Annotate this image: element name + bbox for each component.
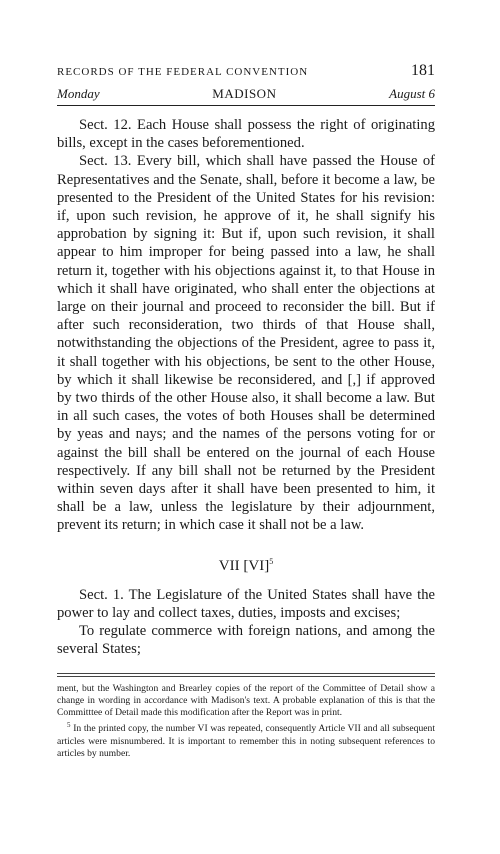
date-label: August 6 xyxy=(389,86,435,101)
footnote-marker: 5 xyxy=(269,556,274,566)
article-heading xyxy=(57,553,435,575)
speaker-label: MADISON xyxy=(212,86,277,101)
running-title: RECORDS OF THE FEDERAL CONVENTION xyxy=(57,66,309,78)
footnote-5 xyxy=(57,719,435,760)
day-label: Monday xyxy=(57,86,100,101)
footnote-continued: ment, but the Washington and Brearley copies of the report of the Committee of Detail show a change in wording in accordance with Madison's text. A probable explanation of this is that the Committtee of Detail made this modification after the Report was in print. xyxy=(57,682,435,719)
section-12-paragraph: Sect. 12. Each House shall possess the right of originating bills, except in the cases beforementioned. xyxy=(57,117,435,152)
body-text xyxy=(57,116,435,659)
footnote-5-text: In the printed copy, the number VI was repeated, consequently Article VII and all subsequent articles were misnumbered. It is important to remember this in noting subsequent references to articles by number. xyxy=(57,723,435,759)
subheader xyxy=(57,86,435,102)
commerce-paragraph: To regulate commerce with foreign nations, and among the several States; xyxy=(57,623,435,658)
running-head xyxy=(57,62,435,80)
header-rule xyxy=(57,105,435,106)
footnote-5-mark: 5 xyxy=(67,721,71,730)
footnotes xyxy=(57,683,435,760)
section-13-paragraph: Sect. 13. Every bill, which shall have passed the House of Representatives and the Senate, shall, before it become a law, be presented to the President of the United States for his revision: if, upon such revision, he approve of it, he shall signify his approbation by signing it: But if, upon such revision, it shall appear to him improper for being passed into a law, he shall return it, together with his objections against it, to that House in which it shall have originated, who shall enter the objections at large on their journal and proceed to reconsider the bill. But if after such reconsideration, two thirds of that House shall, notwithstanding the objections of the President, agree to pass it, it shall together with his objections, be sent to the other House, by which it shall likewise be reconsidered, and [,] if approved by two thirds of the other House also, it shall become a law. But in all such cases, the votes of both Houses shall be determined by yeas and nays; and the names of the persons voting for or against the bill shall be entered on the journal of each House respectively. If any bill shall not be returned by the President within seven days after it shall have been presented to him, it shall be a law, unless the legislature by their adjournment, prevent its return; in which case it shall not be a law. xyxy=(57,153,435,534)
article-number: VII [VI] xyxy=(218,557,270,574)
book-page xyxy=(57,62,435,760)
footnote-rule-top xyxy=(57,673,435,674)
page-number: 181 xyxy=(411,62,435,79)
section-1-paragraph: Sect. 1. The Legislature of the United States shall have the power to lay and collect taxes, duties, imposts and excises; xyxy=(57,586,435,622)
footnote-rule-bottom xyxy=(57,676,435,677)
